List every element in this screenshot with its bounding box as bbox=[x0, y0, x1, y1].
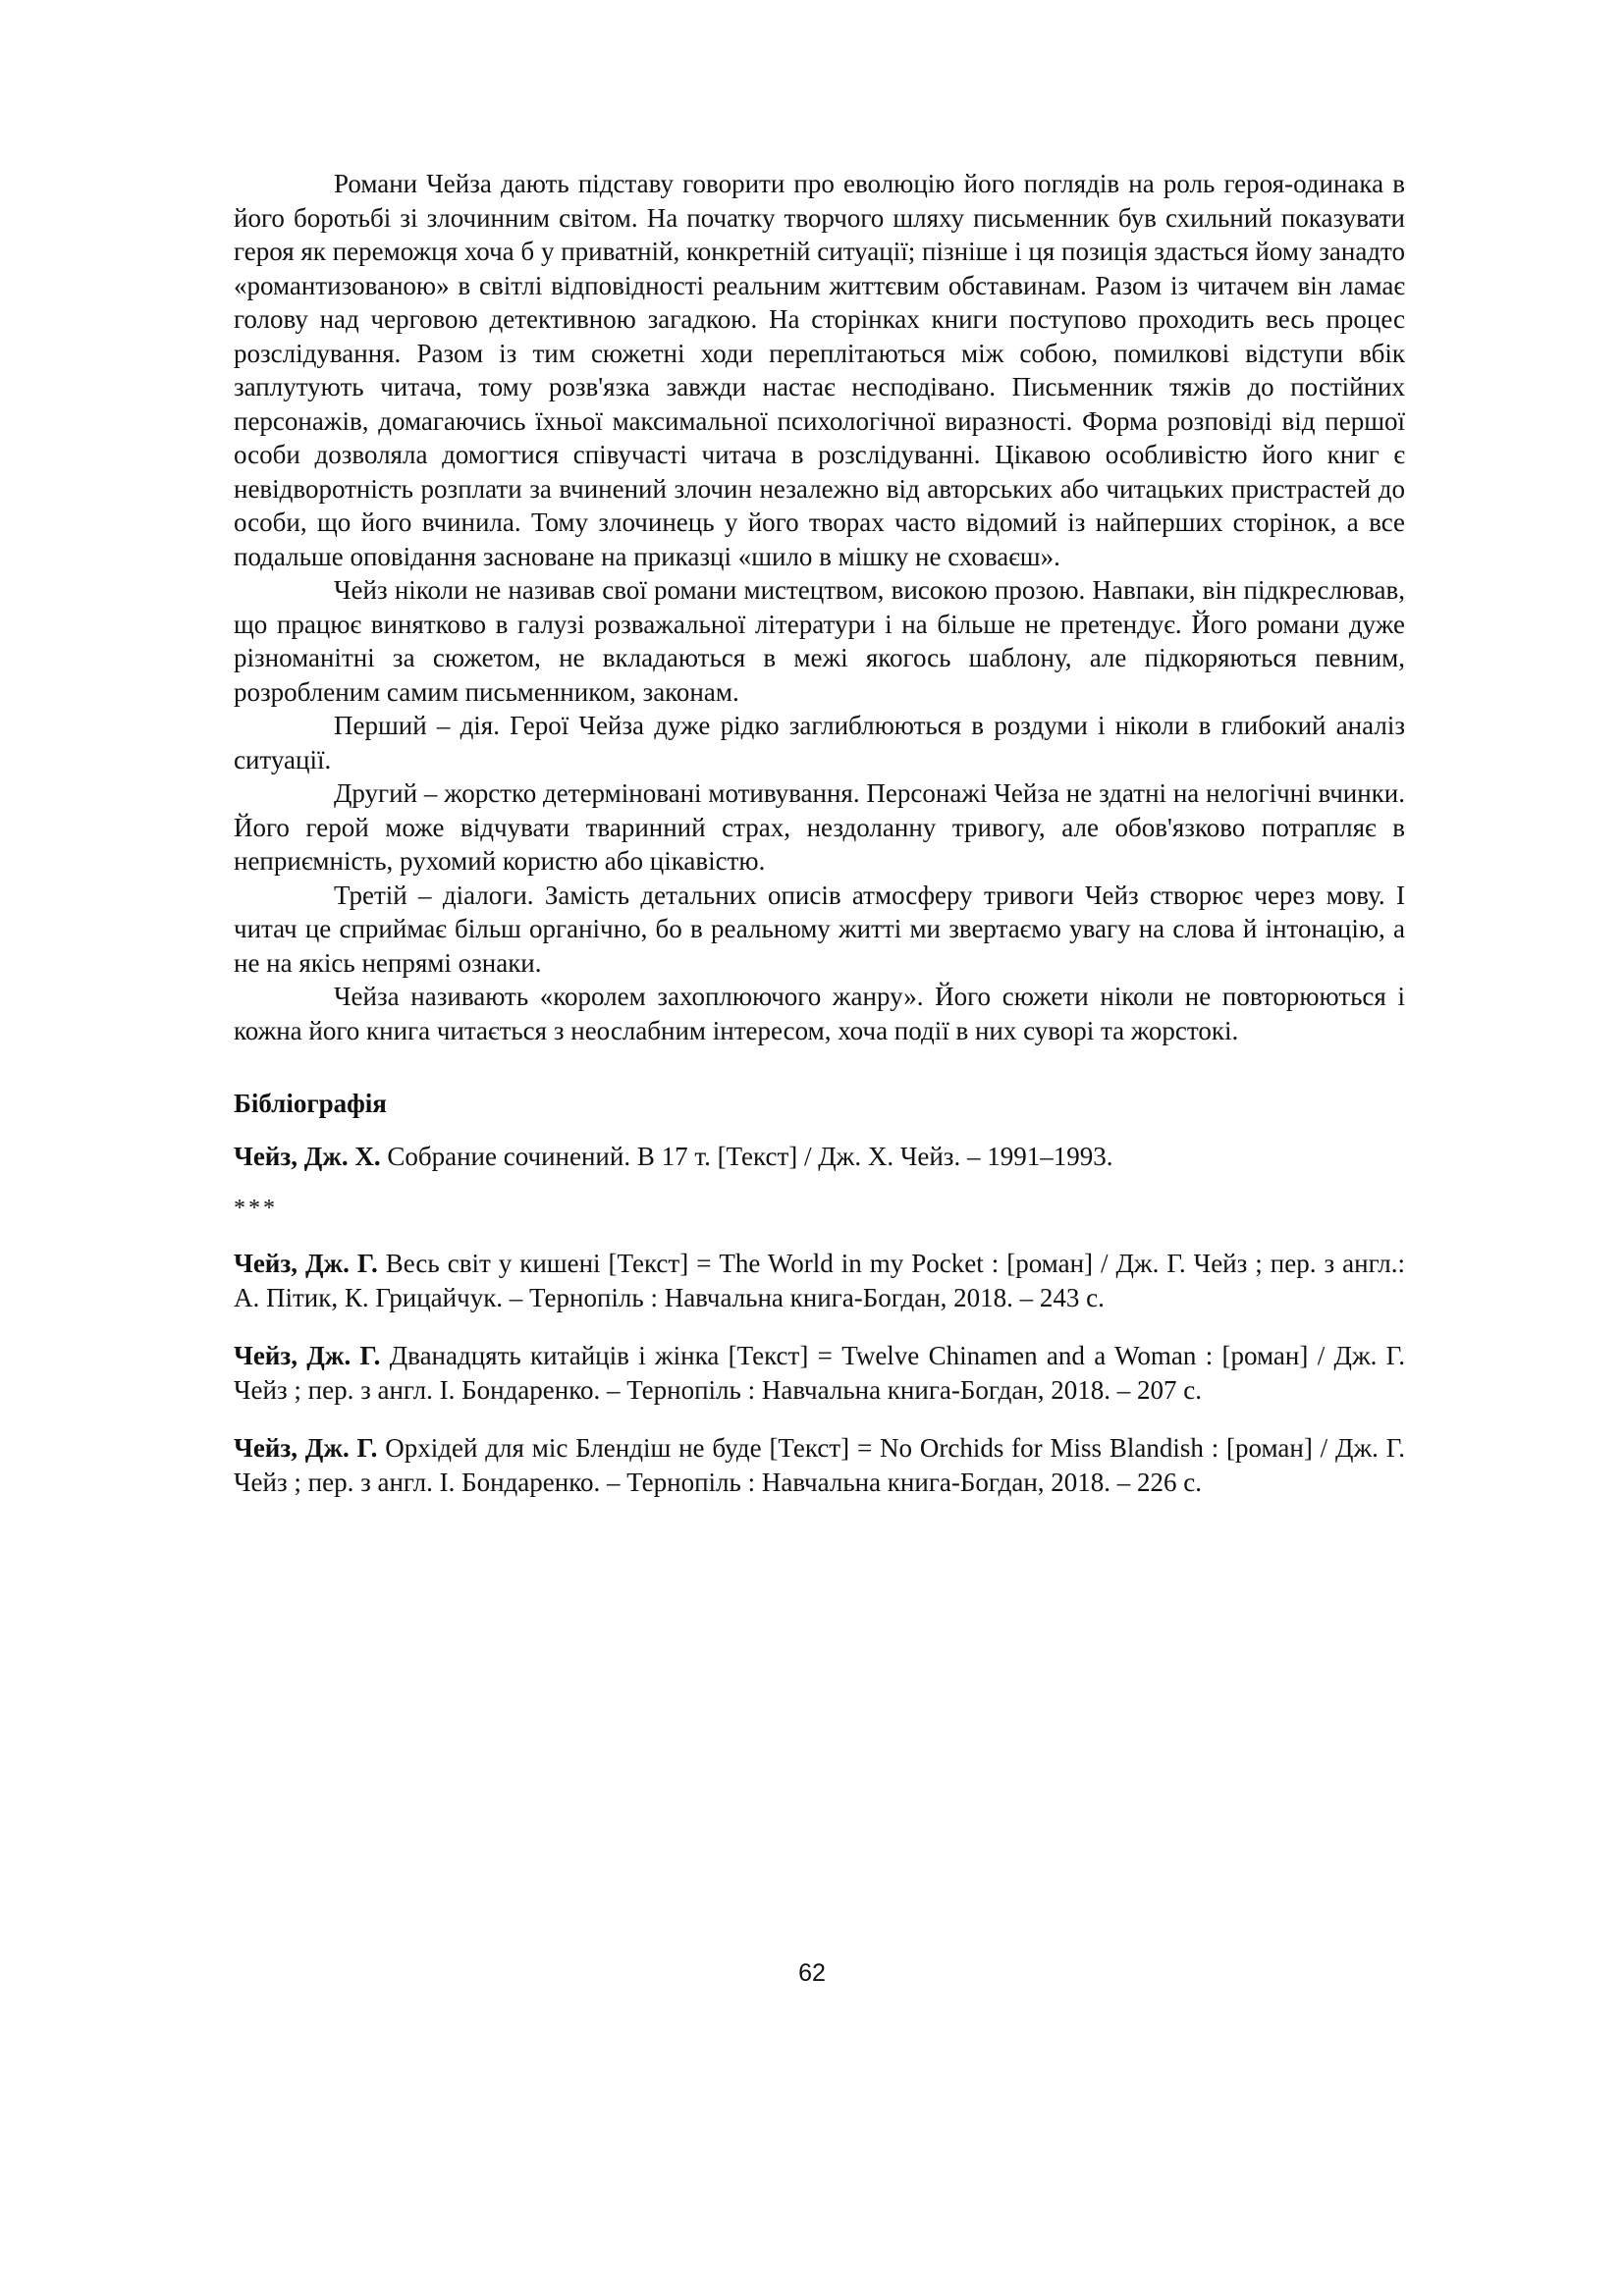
bibliography-entry bbox=[234, 1247, 1405, 1315]
entry-description: Орхідей для міс Блендіш не буде [Текст] = No Orchids for Miss Blandish : [роман] / Дж. Г. Чейз ; пер. з англ. І. Бондаренко. – Тернопіль : Навчальна книга-Богдан, 2018. – 226 с. bbox=[234, 1433, 1406, 1497]
body-text bbox=[234, 167, 1405, 1047]
entry-author: Чейз, Дж. Х. bbox=[234, 1142, 381, 1171]
entry-description: Дванадцять китайців і жінка [Текст] = Twelve Chinamen and a Woman : [роман] / Дж. Г. Чейз ; пер. з англ. І. Бондаренко. – Тернопіль : Навчальна книга-Богдан, 2018. – 207 с. bbox=[234, 1341, 1405, 1405]
bibliography-heading: Бібліографія bbox=[234, 1089, 387, 1118]
bibliography-entry bbox=[234, 1431, 1405, 1500]
paragraph-king-of-genre: Чейза називають «королем захоплюючого жанру». Його сюжети ніколи не повторюються і кожна його книга читається з неослабним інтересом, хоча події в них суворі та жорстокі. bbox=[234, 982, 1405, 1045]
page-number: 62 bbox=[798, 1959, 826, 1987]
paragraph-not-art: Чейз ніколи не називав свої романи мистецтвом, високою прозою. Навпаки, він підкреслював, що працює винятково в галузі розважальної літератури і на більше не претендує. Його романи дуже різноманітні за сюжетом, не вкладаються в межі якогось шаблону, але підкоряються певним, розробленим самим письменником, законам. bbox=[234, 575, 1405, 707]
entry-author: Чейз, Дж. Г. bbox=[234, 1433, 378, 1463]
paragraph-evolution: Романи Чейза дають підставу говорити про еволюцію його поглядів на роль героя-одинака в його боротьбі зі злочинним світом. На початку творчого шляху письменник був схильний показувати героя як переможця хоча б у приватній, конкретній ситуації; пізніше і ця позиція здасться йому занадто «романтизованою» в світлі відповідності реальним життєвим обставинам. Разом із читачем він ламає голову над черговою детективною загадкою. На сторінках книги поступово проходить весь процес розслідування. Разом із тим сюжетні ходи переплітаються між собою, помилкові відступи вбік заплутують читача, тому розв'язка завжди настає несподівано. Письменник тяжів до постійних персонажів, домагаючись їхньої максимальної психологічної виразності. Форма розповіді від першої особи дозволяла домогтися співучасті читача в розслідуванні. Цікавою особливістю його книг є невідворотність розплати за вчинений злочин незалежно від авторських або читацьких пристрастей до особи, що його вчинила. Тому злочинець у його творах часто відомий із найперших сторінок, а все подальше оповідання засноване на приказці «шило в мішку не сховаєш». bbox=[234, 169, 1405, 571]
entry-description: Собрание сочинений. В 17 т. [Текст] / Дж. Х. Чейз. – 1991–1993. bbox=[380, 1142, 1113, 1171]
paragraph-second-law: Другий – жорстко детерміновані мотивування. Персонажі Чейза не здатні на нелогічні вчинки. Його герой може відчувати тваринний страх, нездоланну тривогу, але обов'язково потрапляє в неприємність, рухомий користю або цікавістю. bbox=[234, 778, 1405, 876]
bibliography-entry bbox=[234, 1339, 1405, 1408]
entry-author: Чейз, Дж. Г. bbox=[234, 1341, 381, 1370]
paragraph-first-law: Перший – дія. Герої Чейза дуже рідко заглиблюються в роздуми і ніколи в глибокий аналіз ситуації. bbox=[234, 711, 1405, 774]
entry-description: Весь світ у кишені [Текст] = The World in my Pocket : [роман] / Дж. Г. Чейз ; пер. з англ.: А. Пітик, К. Грицайчук. – Тернопіль : Навчальна книга-Богдан, 2018. – 243 с. bbox=[234, 1249, 1406, 1312]
bibliography-entry bbox=[234, 1140, 1405, 1174]
paragraph-third-law: Третій – діалоги. Замість детальних описів атмосферу тривоги Чейз створює через мову. І читач це сприймає більш органічно, бо в реальному житті ми звертаємо увагу на слова й інтонацію, а не на якісь непрямі ознаки. bbox=[234, 880, 1405, 978]
bibliography-separator: *** bbox=[234, 1196, 278, 1221]
entry-author: Чейз, Дж. Г. bbox=[234, 1249, 378, 1278]
document-page bbox=[234, 167, 1405, 1500]
